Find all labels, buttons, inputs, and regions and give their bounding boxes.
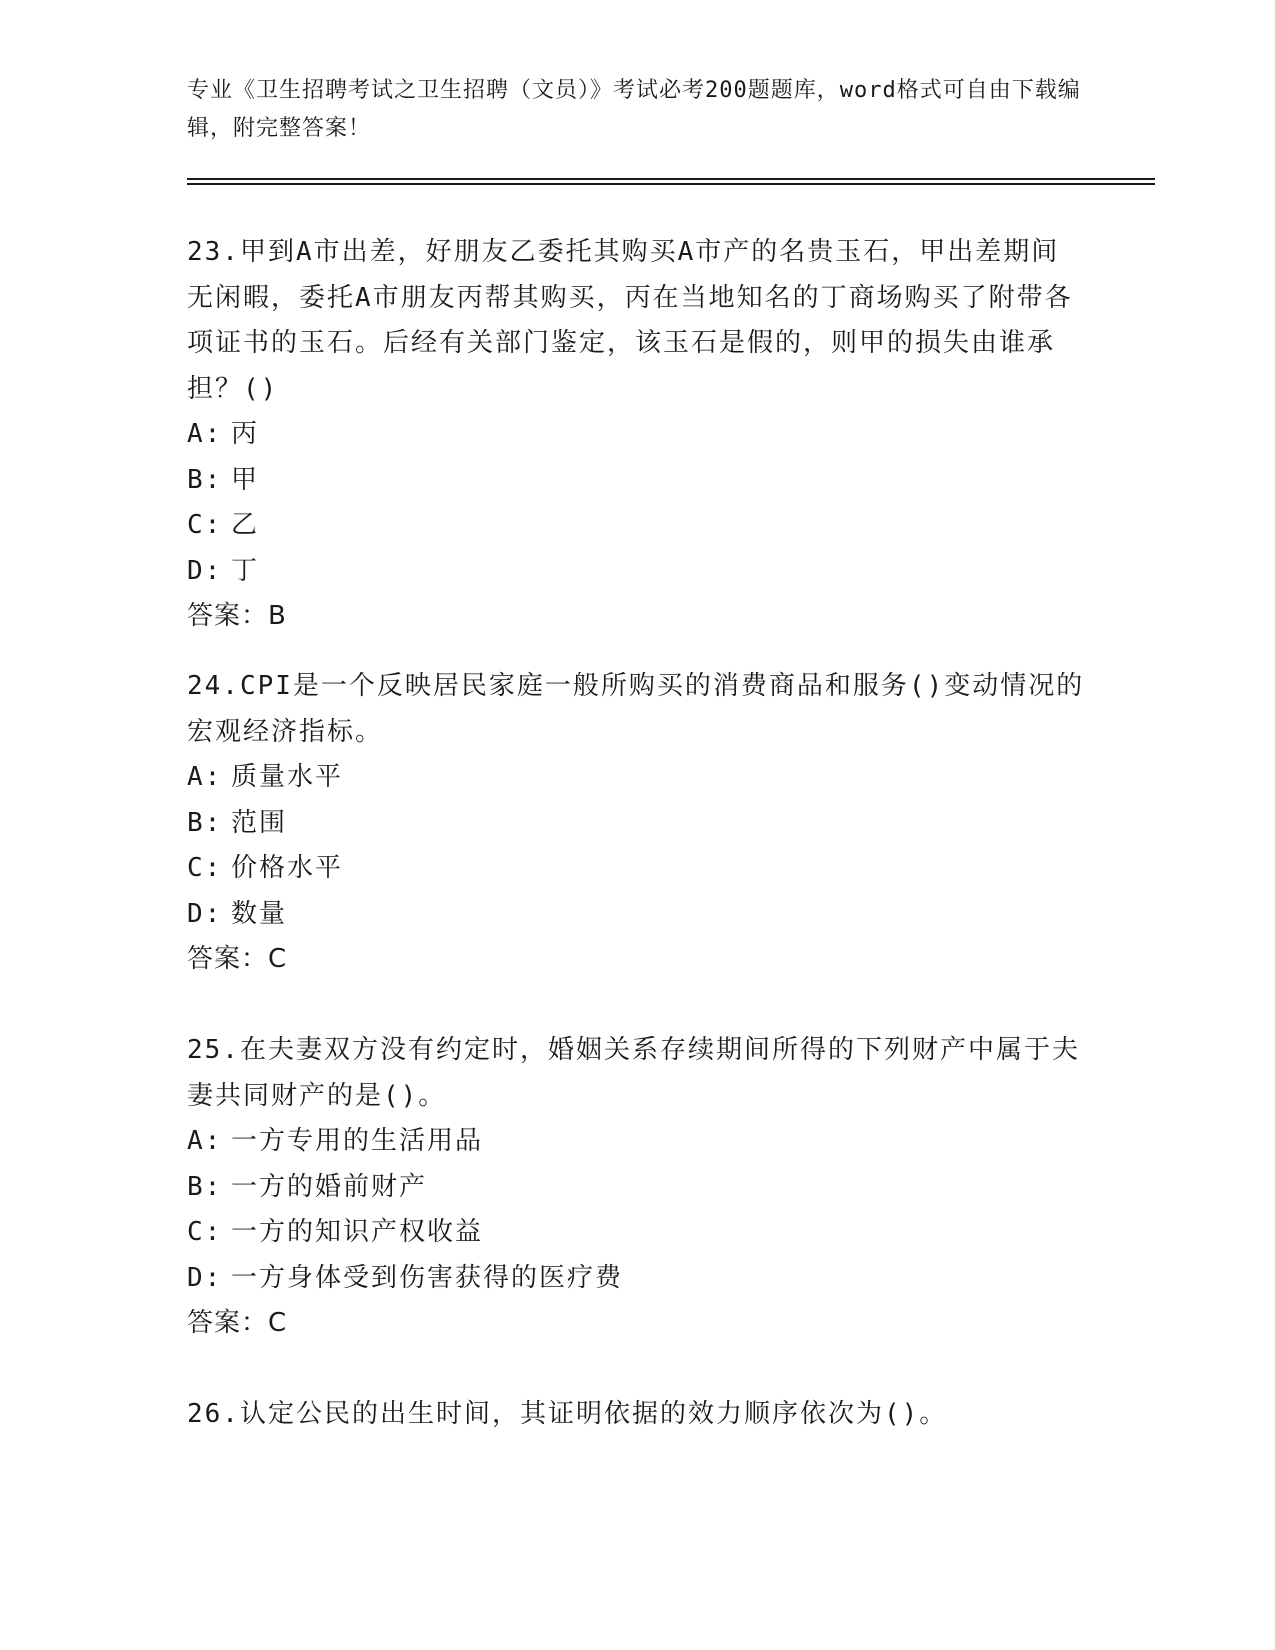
answer-line: 答案：C (187, 1308, 288, 1338)
option-text: 丁 (231, 555, 260, 586)
option-text: 一方身体受到伤害获得的医疗费 (231, 1262, 624, 1293)
option-c (187, 503, 1087, 549)
option-d (187, 1256, 1087, 1302)
option-letter: D: (187, 898, 223, 929)
option-letter: C: (187, 510, 223, 540)
header-divider-top (187, 178, 1155, 180)
option-d (187, 549, 1087, 595)
option-a (187, 412, 1087, 458)
question-24 (187, 664, 1087, 983)
question-26 (187, 1392, 1087, 1438)
option-letter: C: (187, 1217, 223, 1247)
option-letter: D: (187, 1262, 223, 1293)
option-a (187, 1119, 1087, 1165)
option-text: 价格水平 (231, 853, 344, 883)
option-a (187, 755, 1087, 801)
option-letter: B: (187, 1171, 223, 1202)
option-letter: D: (187, 555, 223, 586)
option-letter: A: (187, 762, 223, 792)
option-text: 乙 (231, 510, 260, 540)
option-letter: A: (187, 419, 223, 449)
option-text: 质量水平 (231, 762, 344, 792)
question-text: 25.在夫妻双方没有约定时，婚姻关系存续期间所得的下列财产中属于夫妻共同财产的是()。 (187, 1035, 1080, 1111)
option-c (187, 846, 1087, 892)
question-text: 23.甲到A市出差，好朋友乙委托其购买A市产的名贵玉石，甲出差期间无闲暇，委托A市朋友丙帮其购买，丙在当地知名的丁商场购买了附带各项证书的玉石。后经有关部门鉴定，该玉石是假的，则甲的损失由谁承担？() (187, 237, 1073, 404)
option-text: 范围 (231, 807, 288, 838)
question-text: 24.CPI是一个反映居民家庭一般所购买的消费商品和服务()变动情况的宏观经济指标。 (187, 671, 1085, 747)
option-d (187, 892, 1087, 938)
answer-line: 答案：B (187, 601, 287, 631)
question-text: 26.认定公民的出生时间，其证明依据的效力顺序依次为()。 (187, 1399, 948, 1429)
option-text: 一方专用的生活用品 (231, 1126, 484, 1156)
header-intro-text: 专业《卫生招聘考试之卫生招聘（文员）》考试必考200题题库，word格式可自由下载编辑，附完整答案！ (187, 78, 1081, 141)
question-23 (187, 230, 1087, 640)
option-b (187, 1165, 1087, 1211)
option-text: 一方的知识产权收益 (231, 1217, 484, 1247)
option-letter: B: (187, 464, 223, 495)
option-text: 丙 (231, 419, 260, 449)
option-text: 甲 (231, 464, 260, 495)
option-b (187, 801, 1087, 847)
option-letter: B: (187, 807, 223, 838)
option-b (187, 458, 1087, 504)
option-letter: A: (187, 1126, 223, 1156)
option-text: 一方的婚前财产 (231, 1171, 428, 1202)
header-divider-bottom (187, 183, 1155, 185)
option-text: 数量 (231, 898, 288, 929)
option-letter: C: (187, 853, 223, 883)
option-c (187, 1210, 1087, 1256)
question-25 (187, 1028, 1087, 1347)
answer-line: 答案：C (187, 944, 288, 974)
document-header (187, 72, 1087, 148)
